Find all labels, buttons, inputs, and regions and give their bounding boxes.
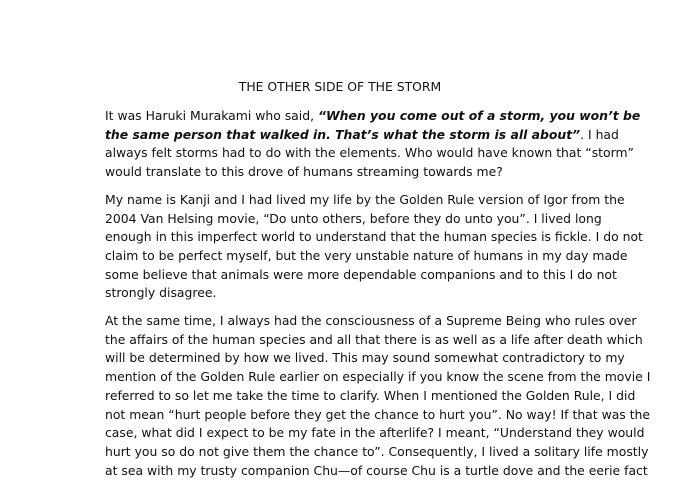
text-segment: My name is Kanji and I had lived my life by the Golden Rule version of Igor from the: [105, 191, 625, 207]
text-line: [105, 210, 645, 229]
text-segment: will be determined by how we lived. This may sound somewhat contradictory to my: [105, 350, 625, 366]
text-line: [105, 191, 645, 210]
text-line: [105, 228, 645, 247]
text-line: [105, 406, 651, 425]
text-line: [105, 349, 645, 368]
text-segment: always felt storms had to do with the elements. Who would have known that “storm”: [105, 145, 634, 161]
paragraph: [105, 312, 651, 480]
text-line: [105, 247, 645, 266]
text-line: [105, 368, 651, 387]
text-line: [105, 266, 645, 285]
text-segment: 2004 Van Helsing movie, “Do unto others, before they do unto you”. I lived long: [105, 210, 602, 226]
text-line: [105, 424, 645, 443]
text-line: [105, 443, 649, 462]
text-segment: mention of the Golden Rule earlier on especially if you know the scene from the movie I: [105, 369, 651, 385]
text-line: [105, 107, 645, 126]
quoted-text: the same person that walked in. That’s what the storm is all about”: [105, 126, 581, 142]
text-segment: hurt you so do not give them the chance to”. Consequently, I lived a solitary life mostly: [105, 443, 649, 459]
text-segment: claim to be perfect myself, but the very unstable nature of humans in my day made: [105, 247, 628, 263]
text-segment: . I had: [580, 126, 619, 142]
paragraph: [105, 107, 645, 182]
text-line: [105, 312, 645, 331]
document-body: [105, 107, 651, 489]
text-line: [105, 387, 645, 406]
text-segment: case, what did I expect to be my fate in the afterlife? I meant, “Understand they would: [105, 425, 645, 441]
text-segment: enough in this imperfect world to understand that the human species is fickle. I do not: [105, 229, 643, 245]
text-segment: At the same time, I always had the consciousness of a Supreme Being who rules over: [105, 313, 637, 329]
text-segment: at sea with my trusty companion Chu—of course Chu is a turtle dove and the eerie fact: [105, 462, 648, 478]
text-line: [105, 462, 648, 481]
text-line: [105, 284, 645, 303]
paragraph: [105, 191, 645, 303]
text-line: [105, 331, 645, 350]
text-segment: strongly disagree.: [105, 285, 217, 301]
text-segment: referred to so let me take the time to clarify. When I mentioned the Golden Rule, I did: [105, 387, 636, 403]
text-segment: would translate to this drove of humans streaming towards me?: [105, 164, 503, 180]
text-line: [105, 163, 645, 182]
text-segment: not mean “hurt people before they get the chance to hurt you”. No way! If that was the: [105, 406, 651, 422]
quoted-text: “When you come out of a storm, you won’t be: [317, 108, 641, 123]
text-line: [105, 126, 645, 145]
text-line: [105, 144, 645, 163]
text-segment: It was Haruki Murakami who said,: [105, 108, 318, 123]
text-segment: some believe that animals were more dependable companions and to this I do not: [105, 266, 617, 282]
document-title: THE OTHER SIDE OF THE STORM: [238, 79, 442, 94]
text-segment: the affairs of the human species and all that there is as well as a life after death which: [105, 331, 643, 347]
